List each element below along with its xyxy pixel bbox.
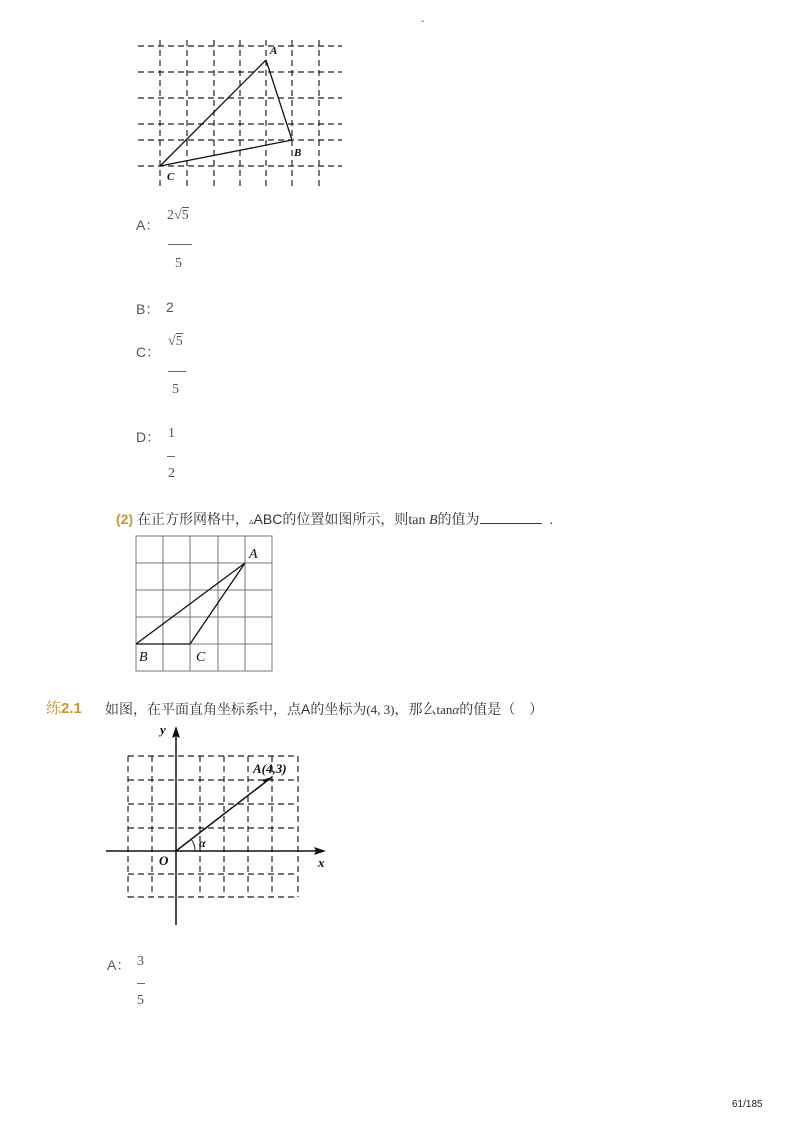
practice-coordinate-figure (102, 722, 334, 928)
q1-option-c-denominator: 5 (172, 382, 179, 397)
top-mark: - (421, 16, 425, 27)
axis-x-label: x (318, 855, 325, 870)
q1-option-c-fraction-bar (168, 371, 186, 372)
q1-option-a-numerator: 2√5 (167, 208, 189, 223)
q1-option-c-numerator: √5 (168, 334, 183, 349)
angle-alpha-label: α (199, 836, 206, 850)
practice-tag: 练2.1 (46, 700, 82, 717)
q2-number: (2) (116, 511, 134, 527)
q1-option-d-numerator: 1 (168, 426, 175, 441)
practice-option-a-fraction-bar (137, 983, 145, 984)
q1-option-a-denominator: 5 (175, 256, 182, 271)
q1-option-a-label: A： (136, 217, 160, 233)
q1-option-d-fraction-bar (167, 456, 175, 457)
q2-answer-blank (480, 509, 542, 524)
practice-option-a-numerator: 3 (137, 954, 144, 969)
point-a-label: A(4,3) (253, 761, 287, 776)
q1-option-b-label: B： (136, 301, 160, 317)
q1-option-c-label: C： (136, 344, 161, 360)
q1-option-d-denominator: 2 (168, 466, 175, 481)
angle-arc (191, 839, 195, 851)
practice-stem: 如图，在平面直角坐标系中，点A的坐标为(4, 3)，那么tanα的值是（ ） (105, 701, 544, 717)
q1-option-b-value: 2 (166, 299, 174, 315)
q1-grid-figure (130, 38, 350, 190)
q2-label-c: C (196, 650, 206, 665)
q1-label-b: B (294, 147, 302, 159)
q1-option-d-label: D： (136, 429, 161, 445)
page-number: 61/185 (732, 1099, 763, 1110)
q1-label-c: C (167, 171, 175, 183)
q2-stem: (2) 在正方形网格中，▵ABC的位置如图所示，则tan B的值为 . (116, 511, 554, 528)
q2-label-b: B (139, 650, 148, 665)
q2-label-a: A (249, 547, 258, 562)
q1-option-a-fraction-bar (168, 244, 192, 245)
q2-grid-figure (134, 534, 276, 674)
practice-option-a-denominator: 5 (137, 993, 144, 1008)
axis-y-label: y (160, 722, 166, 737)
origin-label: O (159, 853, 169, 868)
q1-label-a: A (270, 45, 278, 57)
practice-option-a-label: A： (107, 957, 131, 973)
